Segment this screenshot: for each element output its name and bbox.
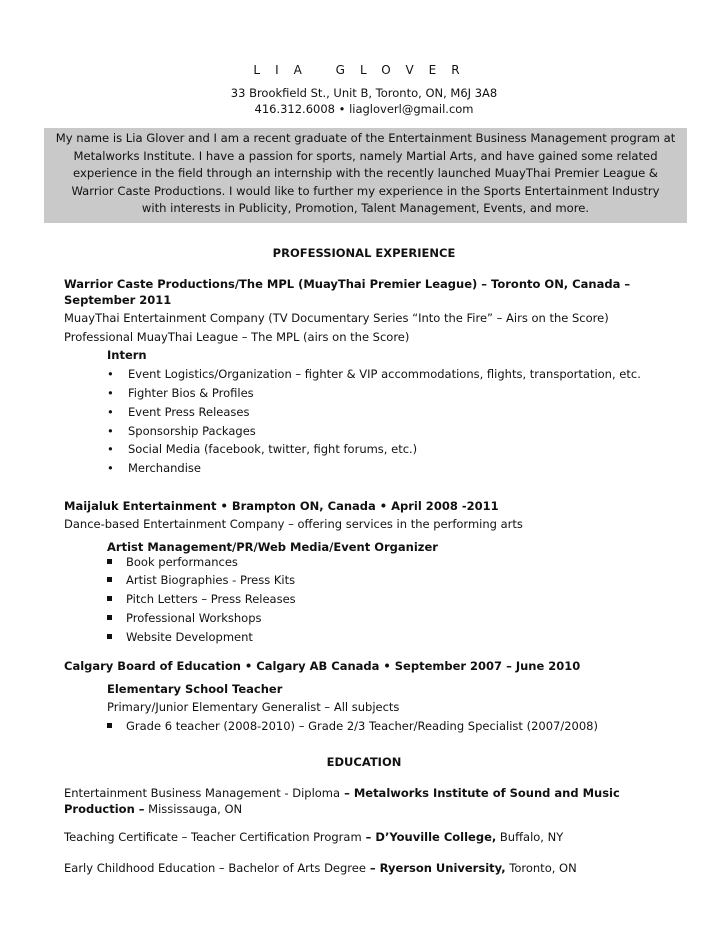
summary-line: with interests in Publicity, Promotion, Talent Management, Events, and more. — [141, 201, 590, 215]
square-bullet-icon — [107, 634, 112, 639]
square-bullet-icon — [107, 559, 112, 564]
bullet-icon: • — [107, 405, 114, 419]
summary-line: experience in the field through an internship with the recently launched MuayThai Premier League & — [73, 166, 658, 180]
candidate-name: LIA GLOVER — [253, 63, 475, 77]
job1-heading: Warrior Caste Productions/The MPL (MuayThai Premier League) – Toronto ON, Canada – — [64, 277, 631, 291]
job2-bullet: Website Development — [107, 628, 253, 646]
square-bullet-icon — [107, 577, 112, 582]
job3-description: Primary/Junior Elementary Generalist – All subjects — [107, 700, 400, 714]
job3-role: Elementary School Teacher — [107, 682, 283, 696]
job1-bullet: • Merchandise — [107, 461, 201, 475]
education-entry-1-cont: Production – Mississauga, ON — [64, 802, 243, 816]
summary-line: My name is Lia Glover and I am a recent graduate of the Entertainment Business Management program at — [55, 131, 676, 145]
education-entry-3: Early Childhood Education – Bachelor of Arts Degree – Ryerson University, Toronto, ON — [64, 861, 577, 875]
summary-box — [44, 128, 687, 223]
address-line: 33 Brookfield St., Unit B, Toronto, ON, M6J 3A8 — [230, 86, 498, 100]
job1-description: MuayThai Entertainment Company (TV Documentary Series “Into the Fire” – Airs on the Score) — [64, 311, 609, 325]
square-bullet-icon — [107, 596, 112, 601]
job1-bullet: • Event Press Releases — [107, 405, 250, 419]
job2-bullet: Book performances — [107, 553, 238, 571]
job3-heading: Calgary Board of Education • Calgary AB Canada • September 2007 – June 2010 — [64, 659, 581, 673]
job1-bullet: • Sponsorship Packages — [107, 424, 256, 438]
job1-role: Intern — [107, 348, 147, 362]
job2-bullet: Pitch Letters – Press Releases — [107, 590, 296, 608]
job2-bullet: Professional Workshops — [107, 609, 262, 627]
summary-line: Metalworks Institute. I have a passion for sports, namely Martial Arts, and have gained some related — [73, 148, 658, 163]
education-entry-1: Entertainment Business Management - Diploma – Metalworks Institute of Sound and Music — [64, 786, 620, 800]
job2-description: Dance-based Entertainment Company – offering services in the performing arts — [64, 517, 523, 531]
job1-bullet: • Event Logistics/Organization – fighter & VIP accommodations, flights, transportation, etc. — [107, 367, 641, 381]
education-section-title: EDUCATION — [326, 755, 402, 769]
job3-bullet: Grade 6 teacher (2008-2010) – Grade 2/3 Teacher/Reading Specialist (2007/2008) — [107, 717, 598, 735]
bullet-icon: • — [107, 367, 114, 381]
bullet-icon: • — [107, 442, 114, 456]
bullet-icon: • — [107, 424, 114, 438]
square-bullet-icon — [107, 723, 112, 728]
job1-description: Professional MuayThai League – The MPL (airs on the Score) — [64, 330, 410, 344]
job1-bullet: • Social Media (facebook, twitter, fight forums, etc.) — [107, 442, 418, 456]
job2-heading: Maijaluk Entertainment • Brampton ON, Canada • April 2008 -2011 — [64, 499, 499, 513]
bullet-icon: • — [107, 386, 114, 400]
job1-bullet: • Fighter Bios & Profiles — [107, 386, 254, 400]
bullet-icon: • — [107, 461, 114, 475]
square-bullet-icon — [107, 615, 112, 620]
summary-line: Warrior Caste Productions. I would like to further my experience in the Sports Entertainment Industry — [71, 183, 660, 198]
experience-section-title: PROFESSIONAL EXPERIENCE — [272, 246, 456, 260]
phone-email-line: 416.312.6008 • liagloverl@gmail.com — [254, 102, 474, 116]
job2-bullet: Artist Biographies - Press Kits — [107, 571, 295, 589]
education-entry-2: Teaching Certificate – Teacher Certification Program – D’Youville College, Buffalo, NY — [64, 830, 564, 844]
job2-role: Artist Management/PR/Web Media/Event Organizer — [107, 540, 438, 554]
job1-heading-date: September 2011 — [64, 293, 172, 307]
